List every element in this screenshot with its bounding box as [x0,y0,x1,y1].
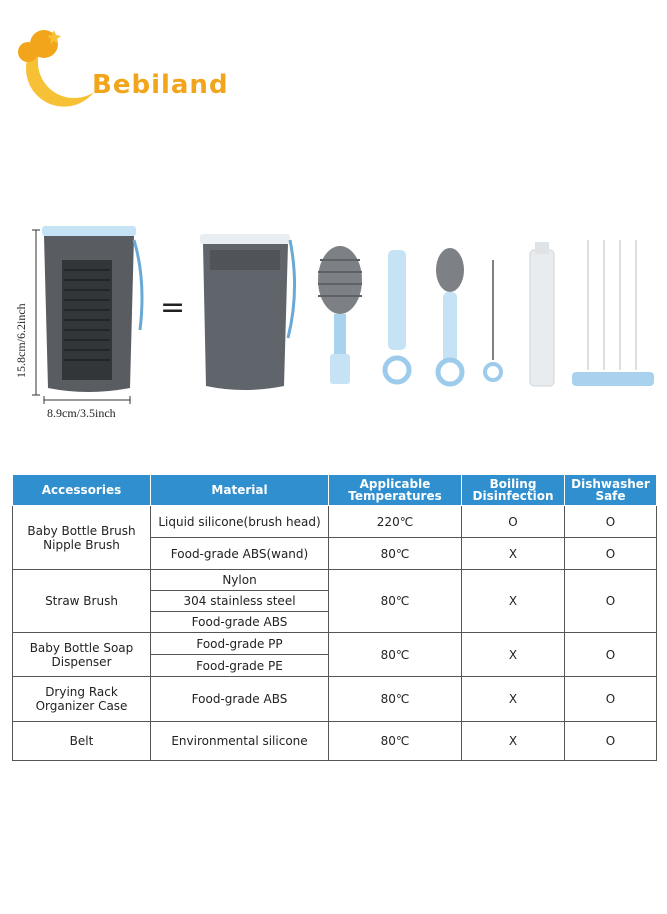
table-row [13,633,657,655]
accessory-cell: Straw Brush [13,570,151,633]
temperature-cell: 80℃ [329,633,462,677]
dishwasher-cell: O [565,538,657,570]
header-dishwasher: Dishwasher Safe [565,475,657,506]
product-illustration [0,220,667,430]
material-cell: Food-grade PE [151,655,329,677]
straw-brush [485,260,501,380]
boiling-cell: X [462,722,565,761]
boiling-cell: X [462,677,565,722]
table-row [13,677,657,722]
dishwasher-cell: O [565,677,657,722]
height-dimension-label: 15.8cm/6.2inch [14,303,28,378]
temperature-cell: 80℃ [329,722,462,761]
material-cell: Environmental silicone [151,722,329,761]
boiling-cell: X [462,633,565,677]
dishwasher-cell: O [565,506,657,538]
brand-name: Bebiland [92,70,229,100]
material-cell: Liquid silicone(brush head) [151,506,329,538]
header-boiling: Boiling Disinfection [462,475,565,506]
material-cell: Food-grade ABS [151,677,329,722]
width-dimension-label: 8.9cm/3.5inch [47,406,116,420]
material-cell: 304 stainless steel [151,591,329,612]
header-temperatures: Applicable Temperatures [329,475,462,506]
table-row [13,570,657,591]
accessory-cell: Baby Bottle Brush Nipple Brush [13,506,151,570]
temperature-cell: 80℃ [329,677,462,722]
dishwasher-cell: O [565,722,657,761]
accessory-cell: Baby Bottle Soap Dispenser [13,633,151,677]
table-row [13,506,657,538]
temperature-cell: 80℃ [329,538,462,570]
boiling-cell: X [462,570,565,633]
soap-dispenser [530,242,554,386]
drying-rack [572,240,654,386]
boiling-cell: X [462,538,565,570]
temperature-cell: 220℃ [329,506,462,538]
temperature-cell: 80℃ [329,570,462,633]
material-cell: Food-grade ABS(wand) [151,538,329,570]
bottle-brush [318,246,362,384]
material-cell: Food-grade ABS [151,612,329,633]
material-cell: Food-grade PP [151,633,329,655]
case-dimension-diagram [32,226,142,404]
header-material: Material [151,475,329,506]
small-brush [436,248,464,384]
material-cell: Nylon [151,570,329,591]
dishwasher-cell: O [565,570,657,633]
accessory-cell: Drying Rack Organizer Case [13,677,151,722]
spec-table [12,474,657,761]
table-header-row [13,475,657,506]
case-assembled [200,234,295,390]
dishwasher-cell: O [565,633,657,677]
boiling-cell: O [462,506,565,538]
moon-logo-icon [14,22,104,112]
accessory-cell: Belt [13,722,151,761]
table-row [13,722,657,761]
nipple-brush [385,250,409,382]
brand-logo [14,22,244,112]
header-accessories: Accessories [13,475,151,506]
equals-sign: = [160,290,186,325]
